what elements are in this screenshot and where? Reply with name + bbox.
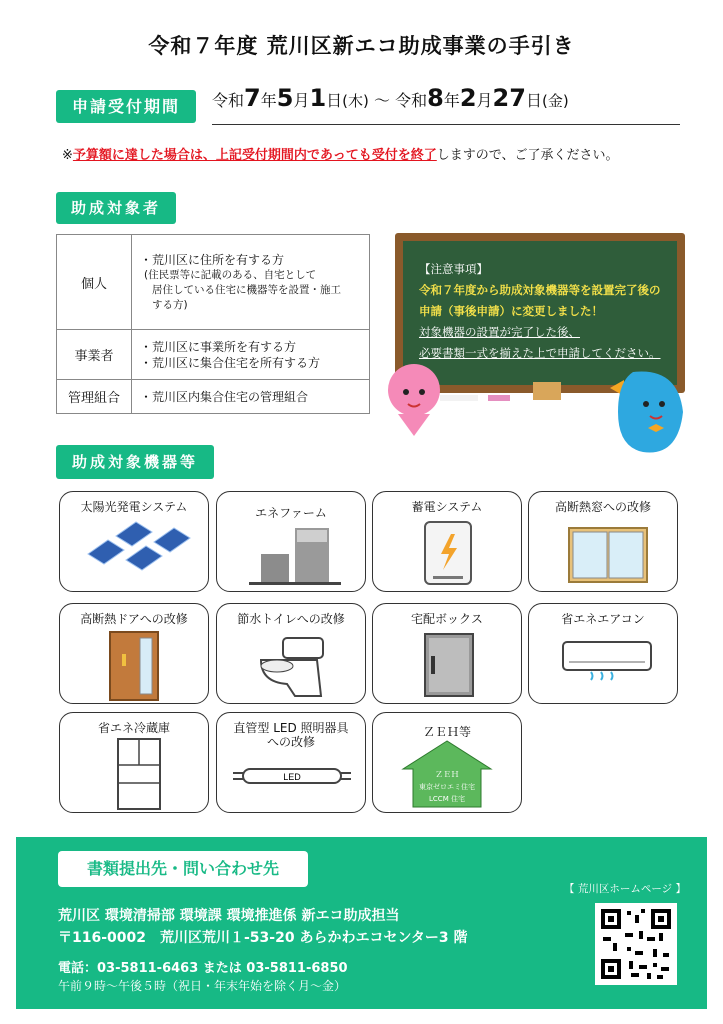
qr-code[interactable] xyxy=(595,903,677,985)
device-card-zeh xyxy=(372,712,522,813)
device-label: 省エネ冷蔵庫 xyxy=(97,721,170,735)
day-unit: 日 xyxy=(326,91,343,110)
notice-highlight: 予算額に達した場合は、上記受付期間内であっても受付を終了 xyxy=(72,148,437,163)
homepage-label: 【 荒川区ホームページ 】 xyxy=(564,883,686,895)
device-card-toilet xyxy=(216,603,366,704)
device-card-delivery-box xyxy=(372,603,522,704)
led-label: LED xyxy=(283,772,301,782)
end-day: 27 xyxy=(492,84,526,112)
contact-address: 〒116-0002 荒川区荒川１-53-20 あらかわエコセンター3 階 xyxy=(58,930,468,946)
device-card-enefarm xyxy=(216,491,366,592)
table-row xyxy=(57,235,370,330)
table-row xyxy=(57,380,370,414)
period-separator: ～ xyxy=(373,91,390,110)
table-row xyxy=(57,330,370,380)
row-subline: (住民票等に記載のある、自宅として xyxy=(144,268,317,281)
row-key: 管理組合 xyxy=(57,380,132,414)
year-unit-2: 年 xyxy=(443,91,460,110)
start-era: 令和 xyxy=(212,91,245,110)
start-month: 5 xyxy=(276,84,294,112)
eligible-devices-heading: 助成対象機器等 xyxy=(56,445,214,479)
month-unit: 月 xyxy=(293,91,310,110)
page-title: 令和７年度 荒川区新エコ助成事業の手引き xyxy=(148,34,575,58)
toilet-icon xyxy=(217,604,365,703)
notice-line: 必要書類一式を揃えた上で申請してください。 xyxy=(419,346,661,360)
row-line: ・荒川区に住所を有する方 xyxy=(140,252,285,267)
device-label: 省エネエアコン xyxy=(561,612,645,626)
start-day: 1 xyxy=(309,84,327,112)
contact-dept: 荒川区 環境清掃部 環境課 環境推進係 新エコ助成担当 xyxy=(58,908,400,924)
chalkboard-text xyxy=(419,259,661,364)
notice-line: 申請（事後申請）に変更しました！ xyxy=(419,304,603,318)
contact-hours: 午前９時～午後５時（祝日・年末年始を除く月～金） xyxy=(58,979,347,993)
solar-panel-icon xyxy=(60,492,208,591)
year-unit: 年 xyxy=(260,91,277,110)
device-label: 直管型 LED 照明器具 への改修 xyxy=(233,721,349,749)
application-period-label: 申請受付期間 xyxy=(56,90,196,123)
svg-text:東京ゼロエミ住宅: 東京ゼロエミ住宅 xyxy=(419,783,475,791)
row-value xyxy=(132,235,370,330)
row-value xyxy=(132,330,370,380)
row-line: ・荒川区に事業所を有する方 xyxy=(140,339,297,354)
svg-text:LCCM 住宅: LCCM 住宅 xyxy=(429,795,465,803)
eligible-applicants-table xyxy=(56,234,370,414)
device-card-fridge xyxy=(59,712,209,813)
device-card-door xyxy=(59,603,209,704)
device-card-battery xyxy=(372,491,522,592)
blue-mascot-icon xyxy=(618,372,683,453)
fuel-cell-icon xyxy=(217,492,365,591)
end-weekday: (金) xyxy=(541,92,569,110)
end-era: 令和 xyxy=(395,91,428,110)
device-card-aircon xyxy=(528,603,678,704)
application-period xyxy=(212,84,680,125)
row-key: 個人 xyxy=(57,235,132,330)
pink-mascot-icon xyxy=(388,364,440,416)
device-label: 高断熱ドアへの改修 xyxy=(80,612,188,626)
contact-heading: 書類提出先・問い合わせ先 xyxy=(58,851,308,887)
notice-line: 令和７年度から助成対象機器等を設置完了後の xyxy=(419,283,661,297)
device-card-led xyxy=(216,712,366,813)
month-unit-2: 月 xyxy=(476,91,493,110)
eraser-icon xyxy=(533,382,561,400)
eligible-applicants-heading: 助成対象者 xyxy=(56,192,176,224)
row-subline: 居住している住宅に機器等を設置・施工 xyxy=(152,283,341,296)
device-label: ＺＥＨ等 xyxy=(422,725,471,739)
device-label: 太陽光発電システム xyxy=(80,500,188,514)
start-weekday: (木) xyxy=(342,92,369,110)
device-card-window xyxy=(528,491,678,592)
end-month: 2 xyxy=(459,84,477,112)
notice-rest: しますので、ご了承ください。 xyxy=(436,148,619,163)
start-year: 7 xyxy=(244,84,261,112)
contact-phone: 電話：03-5811-6463 または 03-5811-6850 xyxy=(58,961,348,976)
battery-icon xyxy=(373,492,521,591)
window-icon xyxy=(529,492,677,591)
day-unit-2: 日 xyxy=(525,91,542,110)
budget-notice xyxy=(62,144,619,163)
qr-code-icon xyxy=(595,903,677,985)
row-key: 事業者 xyxy=(57,330,132,380)
chalk-icon xyxy=(440,395,478,401)
row-subline: する方) xyxy=(152,298,188,311)
device-label: 蓄電システム xyxy=(411,500,483,514)
refrigerator-icon xyxy=(60,713,208,812)
chalk-icon xyxy=(488,395,510,401)
zeh-house-icon xyxy=(373,713,521,812)
mascot-illustration xyxy=(378,352,698,462)
device-label: 節水トイレへの改修 xyxy=(237,612,345,626)
row-value: ・荒川区内集合住宅の管理組合 xyxy=(132,380,370,414)
device-label: 宅配ボックス xyxy=(411,612,483,626)
row-line: ・荒川区に集合住宅を所有する方 xyxy=(140,355,321,370)
device-label: エネファーム xyxy=(255,506,327,520)
notice-mark: ※ xyxy=(62,148,73,163)
led-tube-icon xyxy=(217,713,365,812)
svg-text:ＺＥＨ: ＺＥＨ xyxy=(435,770,459,779)
delivery-box-icon xyxy=(373,604,521,703)
notice-line: 対象機器の設置が完了した後、 xyxy=(419,325,580,339)
device-card-solar xyxy=(59,491,209,592)
air-conditioner-icon xyxy=(529,604,677,703)
contact-section xyxy=(16,837,707,1009)
end-year: 8 xyxy=(427,84,444,112)
notice-heading: 【注意事項】 xyxy=(419,262,488,276)
door-icon xyxy=(60,604,208,703)
device-label: 高断熱窓への改修 xyxy=(554,500,651,514)
